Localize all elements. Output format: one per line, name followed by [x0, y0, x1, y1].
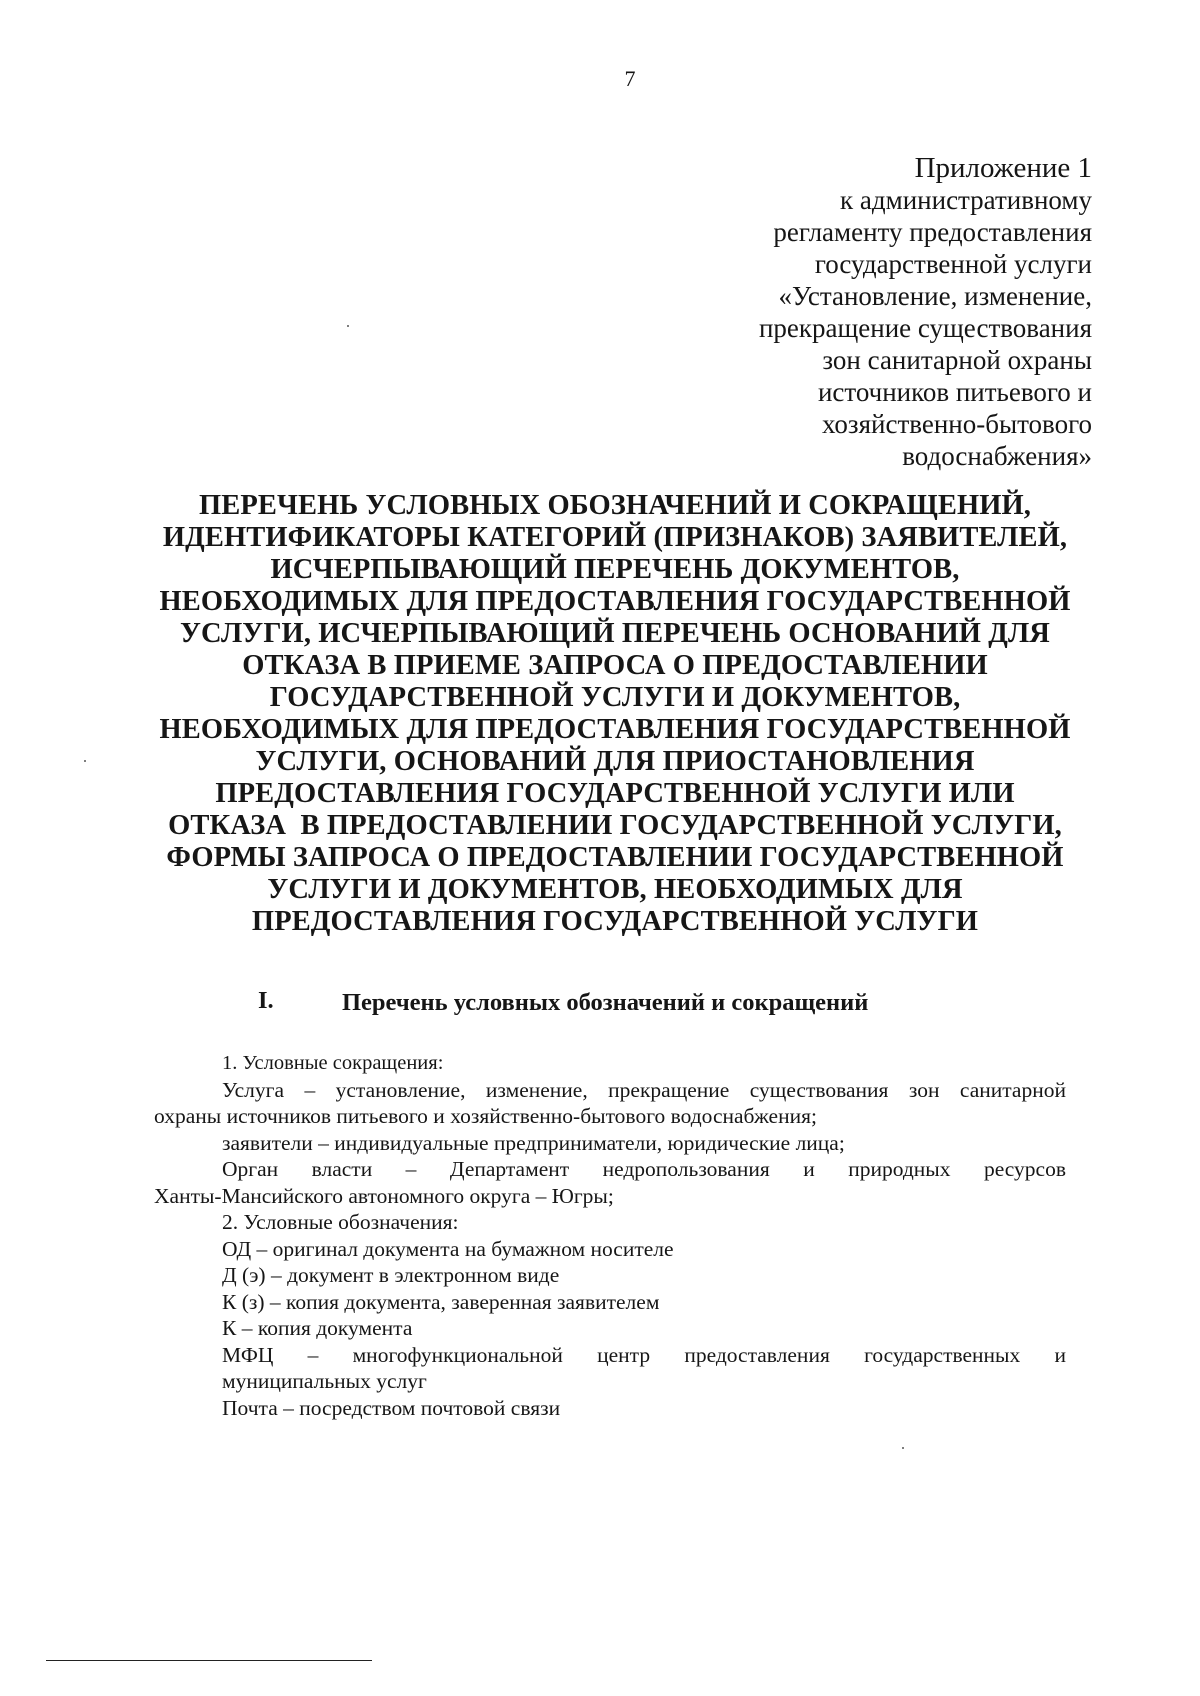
footer-rule	[46, 1660, 372, 1661]
title-line: ОТКАЗА В ПРЕДОСТАВЛЕНИИ ГОСУДАРСТВЕННОЙ УСЛУГИ,	[168, 810, 1062, 841]
section-title: Перечень условных обозначений и сокращений	[342, 989, 869, 1016]
appendix-line: прекращение существования	[758, 313, 1092, 343]
title-line: УСЛУГИ, ОСНОВАНИЙ ДЛЯ ПРИОСТАНОВЛЕНИЯ	[255, 746, 975, 777]
page-number: 7	[624, 66, 636, 91]
zayaviteli-definition: заявители – индивидуальные предприниматели, юридические лица;	[222, 1130, 845, 1155]
title-line: НЕОБХОДИМЫХ ДЛЯ ПРЕДОСТАВЛЕНИЯ ГОСУДАРСТВЕННОЙ	[159, 586, 1071, 617]
scan-speck	[347, 325, 349, 327]
appendix-line: регламенту предоставления	[773, 217, 1092, 247]
title-line: УСЛУГИ И ДОКУМЕНТОВ, НЕОБХОДИМЫХ ДЛЯ	[267, 874, 963, 905]
title-line: ПРЕДОСТАВЛЕНИЯ ГОСУДАРСТВЕННОЙ УСЛУГИ ИЛИ	[215, 778, 1015, 809]
appendix-header	[759, 152, 1092, 472]
organ-definition-line: Орган власти – Департамент недропользования и природных ресурсов	[222, 1157, 1066, 1181]
appendix-line: хозяйственно-бытового	[821, 409, 1092, 439]
appendix-line: к административному	[840, 185, 1092, 215]
title-line: УСЛУГИ, ИСЧЕРПЫВАЮЩИЙ ПЕРЕЧЕНЬ ОСНОВАНИЙ ДЛЯ	[179, 618, 1050, 649]
appendix-line: государственной услуги	[814, 249, 1092, 279]
title-line: ИДЕНТИФИКАТОРЫ КАТЕГОРИЙ (ПРИЗНАКОВ) ЗАЯВИТЕЛЕЙ,	[162, 522, 1068, 553]
title-line: ИСЧЕРПЫВАЮЩИЙ ПЕРЕЧЕНЬ ДОКУМЕНТОВ,	[270, 554, 960, 585]
appendix-line: «Установление, изменение,	[778, 281, 1092, 311]
scan-speck	[902, 1447, 904, 1449]
symbol-mfc-line: муниципальных услуг	[222, 1369, 427, 1393]
usluga-definition-line: охраны источников питьевого и хозяйственно-бытового водоснабжения;	[154, 1104, 817, 1128]
abbreviations-heading: 1. Условные сокращения:	[222, 1052, 444, 1074]
document-title	[150, 490, 1080, 938]
symbols-heading: 2. Условные обозначения:	[222, 1210, 459, 1234]
title-line: ПЕРЕЧЕНЬ УСЛОВНЫХ ОБОЗНАЧЕНИЙ И СОКРАЩЕНИЙ,	[198, 490, 1031, 521]
title-line: ФОРМЫ ЗАПРОСА О ПРЕДОСТАВЛЕНИИ ГОСУДАРСТВЕННОЙ	[166, 842, 1064, 873]
organ-definition-line: Ханты-Мансийского автономного округа – Югры;	[154, 1183, 614, 1208]
appendix-line: водоснабжения»	[902, 441, 1092, 471]
title-line: ГОСУДАРСТВЕННОЙ УСЛУГИ И ДОКУМЕНТОВ,	[269, 682, 961, 713]
appendix-line: зон санитарной охраны	[822, 345, 1092, 375]
symbol-mfc-line: МФЦ – многофункциональной центр предоставления государственных и	[222, 1342, 1066, 1367]
title-line: ОТКАЗА В ПРИЕМЕ ЗАПРОСА О ПРЕДОСТАВЛЕНИИ	[242, 650, 988, 681]
symbol-od: ОД – оригинал документа на бумажном носителе	[222, 1236, 674, 1261]
section-number: I.	[258, 987, 274, 1014]
section-body	[154, 1050, 1066, 1421]
title-line: ПРЕДОСТАВЛЕНИЯ ГОСУДАРСТВЕННОЙ УСЛУГИ	[251, 906, 979, 937]
title-line: НЕОБХОДИМЫХ ДЛЯ ПРЕДОСТАВЛЕНИЯ ГОСУДАРСТВЕННОЙ	[159, 714, 1071, 745]
symbol-k-z: К (з) – копия документа, заверенная заявителем	[222, 1289, 660, 1314]
scan-speck	[84, 760, 86, 762]
symbol-pochta: Почта – посредством почтовой связи	[222, 1395, 561, 1420]
appendix-line: Приложение 1	[914, 152, 1092, 184]
symbol-d-e: Д (э) – документ в электронном виде	[222, 1263, 560, 1287]
symbol-k: К – копия документа	[222, 1316, 413, 1340]
usluga-definition-line: Услуга – установление, изменение, прекращение существования зон санитарной	[222, 1077, 1066, 1102]
appendix-line: источников питьевого и	[817, 377, 1092, 407]
